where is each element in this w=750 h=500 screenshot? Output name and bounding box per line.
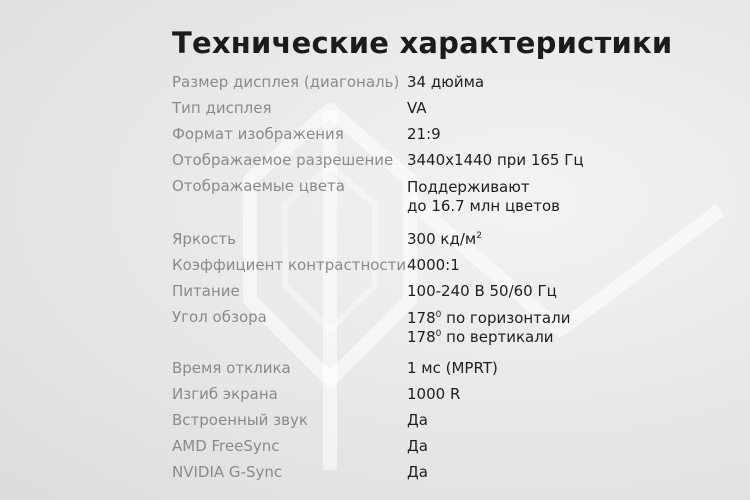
angle-value: 178 bbox=[407, 309, 436, 327]
spec-value: Да bbox=[407, 437, 428, 455]
spec-label: AMD FreeSync bbox=[172, 437, 280, 455]
spec-label: Коэффициент контрастности bbox=[172, 256, 407, 274]
spec-value bbox=[407, 178, 560, 216]
spec-label: Питание bbox=[172, 282, 240, 300]
spec-value: 21:9 bbox=[407, 125, 441, 143]
spec-label: NVIDIA G-Sync bbox=[172, 463, 283, 481]
spec-row-power bbox=[172, 280, 592, 306]
spec-value: 3440x1440 при 165 Гц bbox=[407, 151, 584, 169]
spec-row-aspect-ratio bbox=[172, 123, 592, 149]
angle-direction: по вертикали bbox=[441, 328, 554, 346]
spec-value: Да bbox=[407, 463, 428, 481]
spec-label: Угол обзора bbox=[172, 308, 267, 326]
angle-value: 178 bbox=[407, 328, 436, 346]
degree-superscript: 0 bbox=[435, 329, 442, 339]
spec-label: Яркость bbox=[172, 230, 237, 248]
degree-superscript: 0 bbox=[435, 310, 442, 320]
spec-label: Отображаемое разрешение bbox=[172, 151, 394, 169]
spec-value: 4000:1 bbox=[407, 256, 460, 274]
spec-value-line bbox=[407, 328, 570, 347]
spec-row-display-type bbox=[172, 97, 592, 123]
spec-label: Время отклика bbox=[172, 359, 291, 377]
spec-row-amd-freesync bbox=[172, 435, 592, 461]
spec-value bbox=[407, 309, 570, 347]
spec-row-colors bbox=[172, 175, 592, 215]
spec-value: 34 дюйма bbox=[407, 73, 485, 91]
spec-value: Да bbox=[407, 411, 428, 429]
superscript: 2 bbox=[476, 231, 482, 241]
spec-label: Отображаемые цвета bbox=[172, 177, 345, 195]
spec-label: Встроенный звук bbox=[172, 411, 308, 429]
spec-label: Формат изображения bbox=[172, 125, 344, 143]
spec-value bbox=[407, 228, 482, 250]
spec-value-line: Поддерживают bbox=[407, 178, 530, 196]
spec-row-nvidia-gsync bbox=[172, 461, 592, 487]
page-title: Технические характеристики bbox=[172, 26, 673, 60]
angle-direction: по горизонтали bbox=[441, 309, 571, 327]
spec-label: Размер дисплея (диагональ) bbox=[172, 73, 400, 91]
spec-value: 1 мс (MPRT) bbox=[407, 359, 498, 377]
spec-row-viewing-angle bbox=[172, 306, 592, 346]
spec-row-response-time bbox=[172, 357, 592, 383]
spec-value-main: 300 кд/м bbox=[407, 230, 477, 248]
spec-row-resolution bbox=[172, 149, 592, 175]
spec-row-curvature bbox=[172, 383, 592, 409]
spec-value-line bbox=[407, 309, 570, 328]
spec-row-brightness bbox=[172, 228, 592, 254]
spec-label: Тип дисплея bbox=[172, 99, 272, 117]
spec-label: Изгиб экрана bbox=[172, 385, 278, 403]
spec-value: 1000 R bbox=[407, 385, 461, 403]
spec-value: 100-240 В 50/60 Гц bbox=[407, 282, 557, 300]
spec-value-line: до 16.7 млн цветов bbox=[407, 197, 560, 215]
spec-row-built-in-audio bbox=[172, 409, 592, 435]
spec-row-display-size bbox=[172, 71, 592, 97]
spec-row-contrast bbox=[172, 254, 592, 280]
spec-value: VA bbox=[407, 99, 427, 117]
